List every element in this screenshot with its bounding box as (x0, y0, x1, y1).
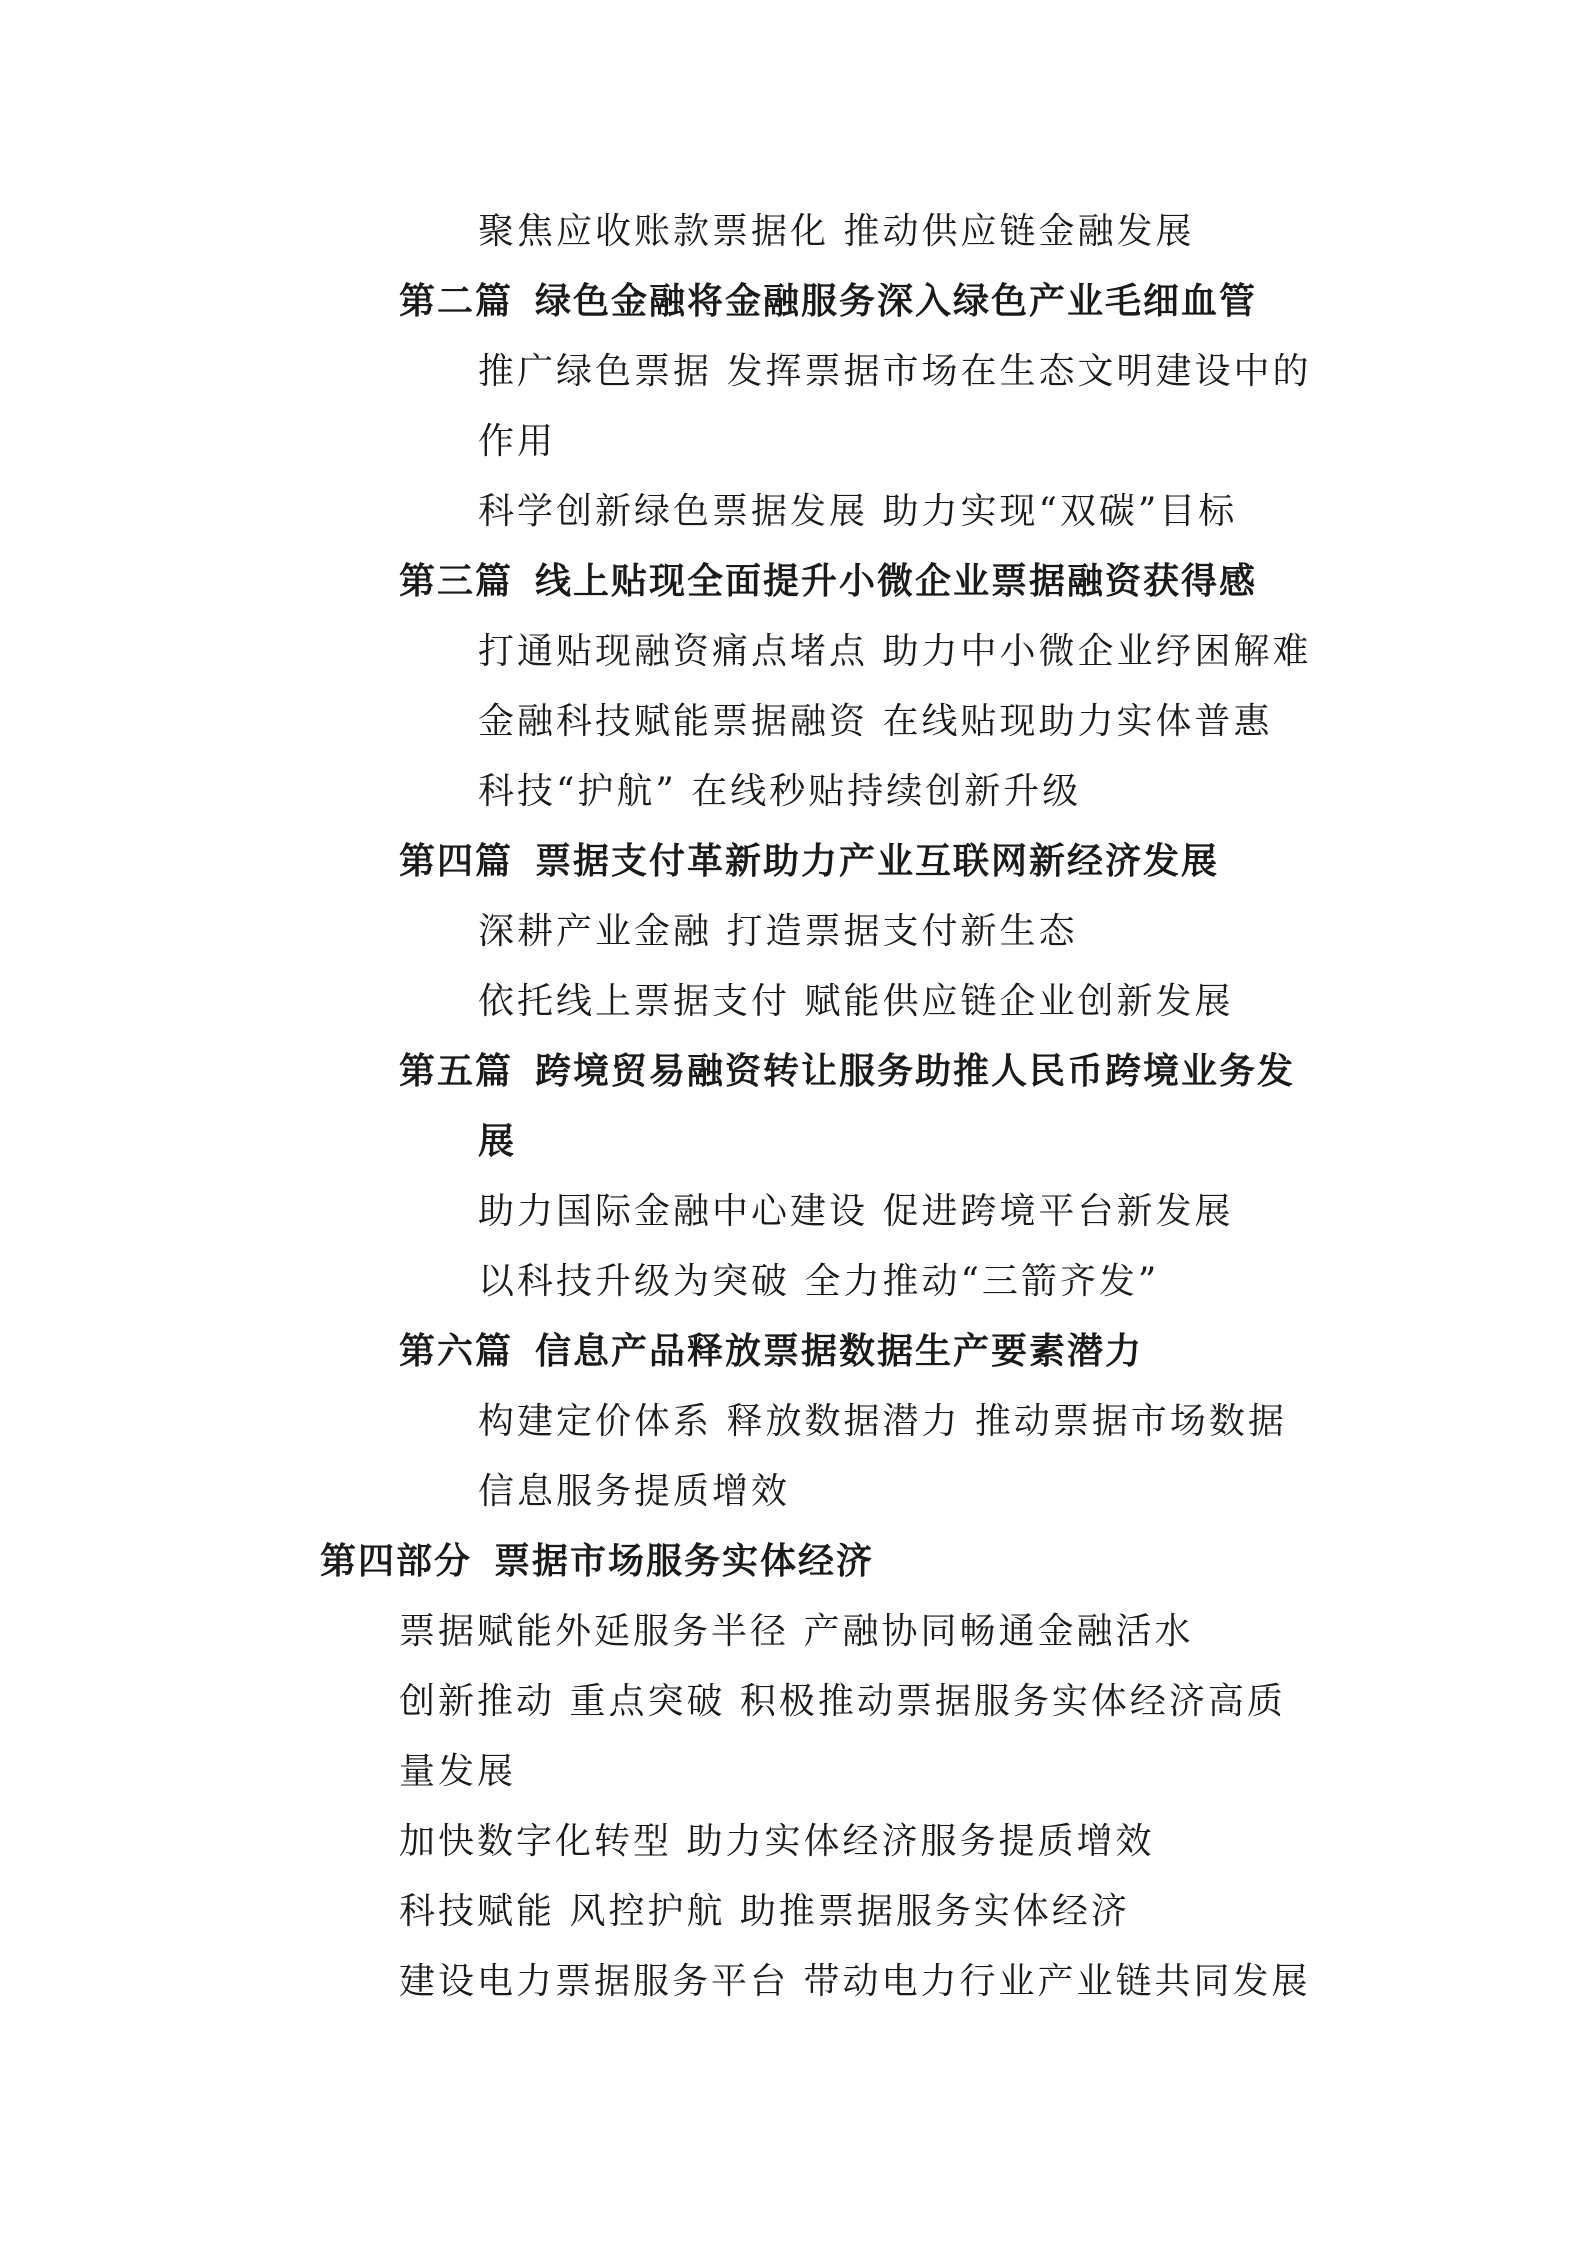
toc-entry: 推广绿色票据 发挥票据市场在生态文明建设中的 (478, 351, 1312, 392)
toc-chapter-6 (399, 1330, 1143, 1374)
toc-entry: 构建定价体系 释放数据潜力 推动票据市场数据 (478, 1401, 1287, 1442)
toc-entry: 聚焦应收账款票据化 推动供应链金融发展 (478, 211, 1195, 252)
toc-entry: 深耕产业金融 打造票据支付新生态 (478, 911, 1078, 952)
toc-entry: 以科技升级为突破 全力推动“三箭齐发” (478, 1261, 1160, 1302)
toc-entry: 金融科技赋能票据融资 在线贴现助力实体普惠 (478, 701, 1273, 742)
chapter-label: 第二篇 (399, 281, 514, 322)
part-title: 票据市场服务实体经济 (494, 1541, 875, 1582)
chapter-label: 第四篇 (399, 841, 514, 882)
toc-entry-continuation: 信息服务提质增效 (478, 1471, 791, 1512)
toc-chapter-3 (399, 560, 1257, 604)
chapter-title: 线上贴现全面提升小微企业票据融资获得感 (535, 561, 1258, 602)
toc-entry: 科技“护航” 在线秒贴持续创新升级 (478, 771, 1082, 812)
part-label: 第四部分 (320, 1541, 473, 1582)
toc-entry: 依托线上票据支付 赋能供应链企业创新发展 (478, 981, 1234, 1022)
chapter-title: 信息产品释放票据数据生产要素潜力 (535, 1331, 1144, 1372)
toc-entry-continuation: 量发展 (399, 1751, 517, 1792)
toc-part-4 (320, 1540, 874, 1584)
toc-chapter-2 (399, 280, 1257, 324)
chapter-label: 第六篇 (399, 1331, 514, 1372)
toc-entry: 创新推动 重点突破 积极推动票据服务实体经济高质 (399, 1681, 1286, 1722)
chapter-title-continuation: 展 (478, 1121, 517, 1162)
toc-entry: 科学创新绿色票据发展 助力实现“双碳”目标 (478, 491, 1238, 532)
chapter-title: 跨境贸易融资转让服务助推人民币跨境业务发 (535, 1051, 1296, 1092)
toc-entry: 助力国际金融中心建设 促进跨境平台新发展 (478, 1191, 1234, 1232)
toc-chapter-5 (399, 1050, 1295, 1094)
toc-entry: 票据赋能外延服务半径 产融协同畅通金融活水 (399, 1611, 1194, 1652)
chapter-title: 绿色金融将金融服务深入绿色产业毛细血管 (535, 281, 1258, 322)
toc-entry: 打通贴现融资痛点堵点 助力中小微企业纾困解难 (478, 631, 1312, 672)
toc-chapter-4 (399, 840, 1219, 884)
toc-entry-continuation: 作用 (478, 421, 557, 462)
chapter-label: 第五篇 (399, 1051, 514, 1092)
toc-entry: 建设电力票据服务平台 带动电力行业产业链共同发展 (399, 1961, 1311, 2002)
chapter-title: 票据支付革新助力产业互联网新经济发展 (535, 841, 1220, 882)
toc-entry: 科技赋能 风控护航 助推票据服务实体经济 (399, 1891, 1130, 1932)
chapter-label: 第三篇 (399, 561, 514, 602)
toc-entry: 加快数字化转型 助力实体经济服务提质增效 (399, 1821, 1155, 1862)
